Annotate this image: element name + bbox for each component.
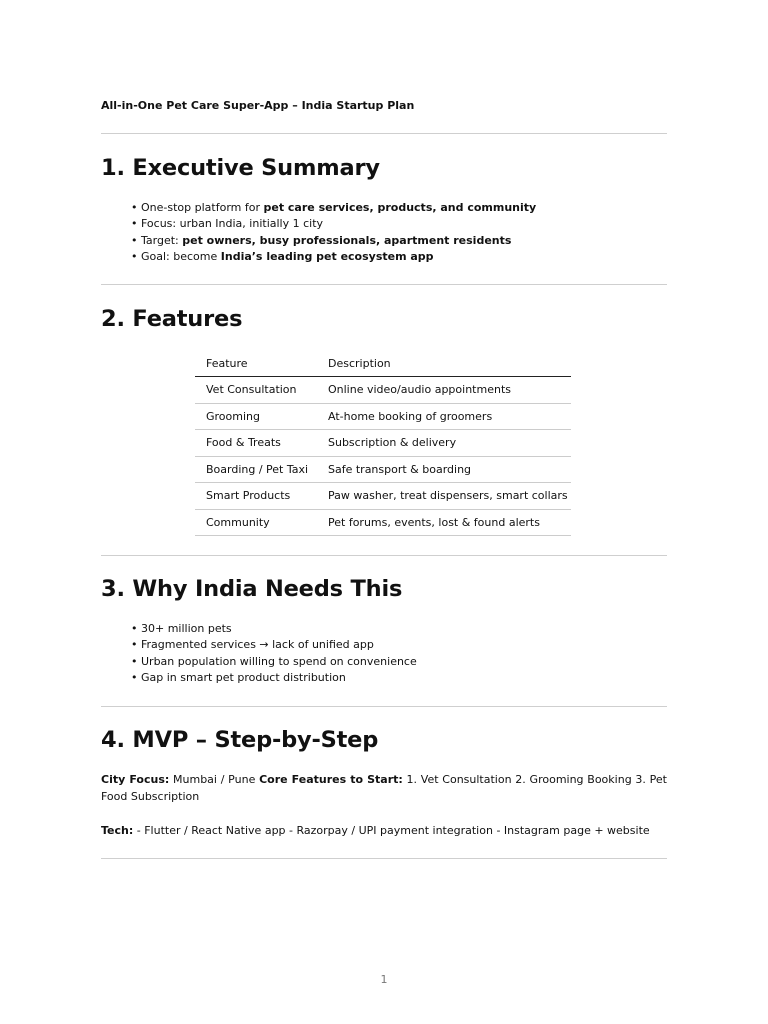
mvp-city-paragraph: City Focus: Mumbai / Pune Core Features to Start: 1. Vet Consultation 2. Grooming Booking 3. Pet Food Subscription [101, 773, 667, 803]
summary-bullet: • Target: pet owners, busy professionals, apartment residents [131, 233, 536, 249]
why-bullet-list [131, 621, 417, 686]
divider [101, 555, 667, 556]
table-row [195, 456, 571, 483]
divider [101, 284, 667, 285]
feature-cell: Food & Treats [195, 430, 317, 457]
table-header-row [195, 350, 571, 377]
table-row [195, 509, 571, 536]
page-number: 1 [380, 973, 388, 986]
why-bullet: • Fragmented services → lack of unified app [131, 637, 417, 653]
section-heading-features: 2. Features [101, 306, 243, 332]
why-bullet: • Gap in smart pet product distribution [131, 670, 417, 686]
column-header-feature: Feature [195, 350, 317, 377]
why-bullet: • Urban population willing to spend on convenience [131, 654, 417, 670]
table-row [195, 430, 571, 457]
description-cell: Paw washer, treat dispensers, smart collars [317, 483, 571, 510]
table-row [195, 483, 571, 510]
features-table [195, 350, 571, 536]
table-row [195, 377, 571, 404]
section-heading-executive-summary: 1. Executive Summary [101, 155, 380, 181]
description-cell: Subscription & delivery [317, 430, 571, 457]
mvp-tech-paragraph: Tech: - Flutter / React Native app - Razorpay / UPI payment integration - Instagram page + website [101, 824, 650, 837]
why-bullet: • 30+ million pets [131, 621, 417, 637]
description-cell: At-home booking of groomers [317, 403, 571, 430]
description-cell: Safe transport & boarding [317, 456, 571, 483]
feature-cell: Community [195, 509, 317, 536]
divider [101, 706, 667, 707]
summary-bullet: • One-stop platform for pet care services, products, and community [131, 200, 536, 216]
feature-cell: Vet Consultation [195, 377, 317, 404]
column-header-description: Description [317, 350, 571, 377]
description-cell: Online video/audio appointments [317, 377, 571, 404]
section-heading-mvp: 4. MVP – Step-by-Step [101, 727, 379, 753]
feature-cell: Boarding / Pet Taxi [195, 456, 317, 483]
description-cell: Pet forums, events, lost & found alerts [317, 509, 571, 536]
feature-cell: Grooming [195, 403, 317, 430]
summary-bullet-list [131, 200, 536, 265]
section-heading-why-india: 3. Why India Needs This [101, 576, 403, 602]
divider [101, 858, 667, 859]
divider [101, 133, 667, 134]
feature-cell: Smart Products [195, 483, 317, 510]
summary-bullet: • Goal: become India’s leading pet ecosystem app [131, 249, 536, 265]
document-title: All-in-One Pet Care Super-App – India Startup Plan [101, 99, 415, 112]
summary-bullet: • Focus: urban India, initially 1 city [131, 216, 536, 232]
table-row [195, 403, 571, 430]
